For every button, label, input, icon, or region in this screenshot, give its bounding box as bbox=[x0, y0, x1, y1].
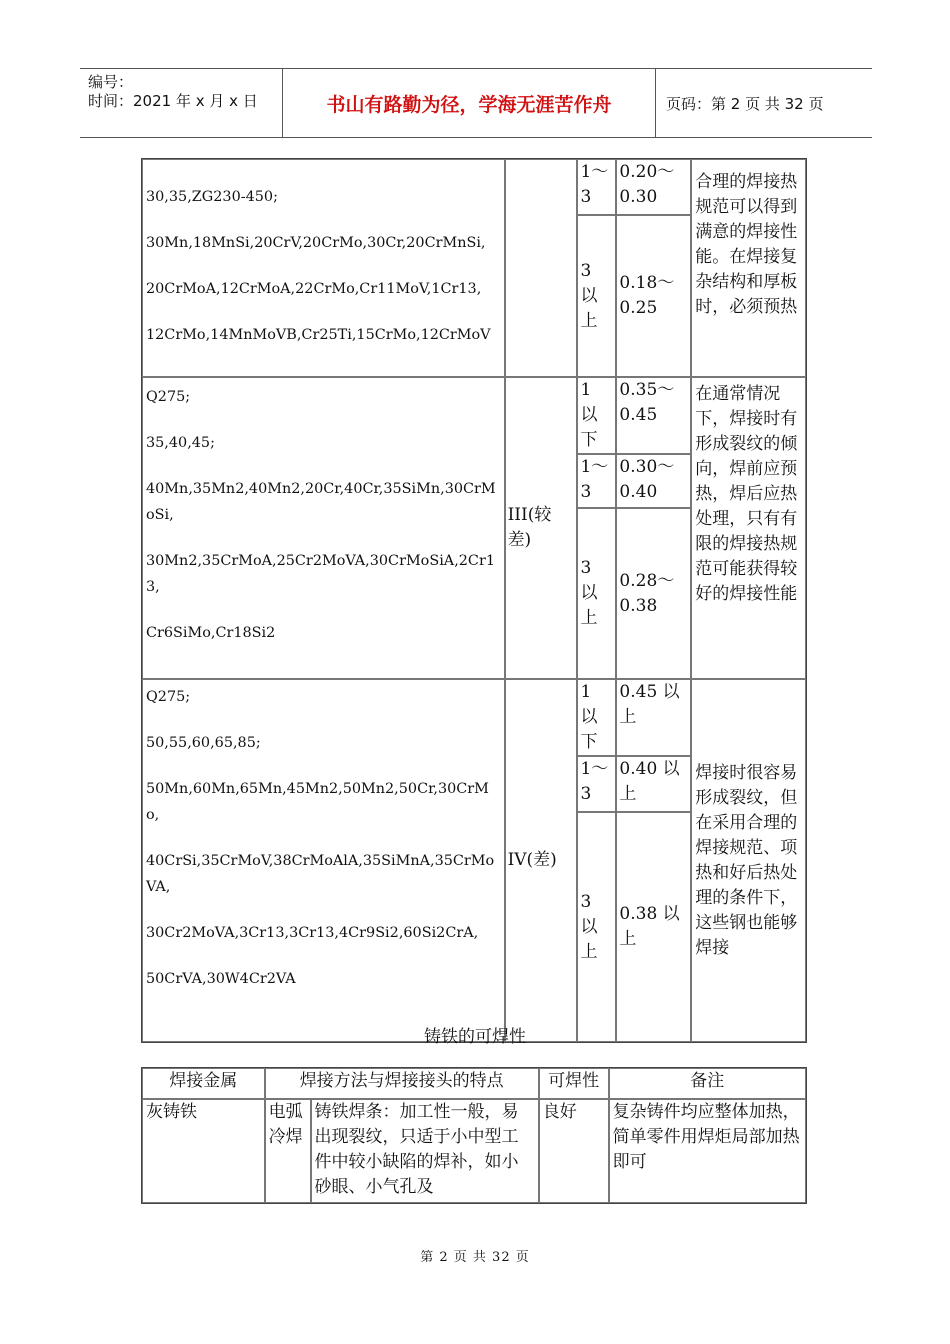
column-header: 焊接金属 bbox=[142, 1068, 265, 1099]
note-cell: 复杂铸件均应整体加热，简单零件用焊炬局部加热即可 bbox=[609, 1099, 806, 1203]
header-motto: 书山有路勤为径，学海无涯苦作舟 bbox=[282, 69, 656, 137]
steel-list-item: 30,35,ZG230-450; bbox=[146, 189, 278, 205]
table-caption: 铸铁的可焊性 bbox=[424, 1027, 526, 1047]
table-row bbox=[142, 1099, 806, 1203]
column-header: 焊接方法与焊接接头的特点 bbox=[265, 1068, 539, 1099]
steel-list-item: 40CrSi,35CrMoV,38CrMoAlA,35SiMnA,35CrMoVA, bbox=[146, 853, 495, 895]
metal-cell: 灰铸铁 bbox=[142, 1099, 265, 1203]
carbon-cell: 0.40 以上 bbox=[616, 756, 691, 812]
thickness-cell: 1～3 bbox=[577, 756, 616, 812]
steel-list-item: 12CrMo,14MnMoVB,Cr25Ti,15CrMo,12CrMoV bbox=[146, 327, 491, 343]
weldability-cell: 良好 bbox=[539, 1099, 609, 1203]
steel-list-item: 35,40,45; bbox=[146, 435, 215, 451]
steel-list-item: 50Mn,60Mn,65Mn,45Mn2,50Mn2,50Cr,30CrMo, bbox=[146, 781, 489, 823]
table-row bbox=[142, 377, 806, 454]
carbon-cell: 0.18～0.25 bbox=[616, 215, 691, 377]
doc-date: 时间：2021 年 x 月 x 日 bbox=[88, 92, 258, 110]
steel-list-item: Q275; bbox=[146, 689, 191, 705]
thickness-cell: 1 以下 bbox=[577, 377, 616, 454]
steel-list-cell bbox=[142, 377, 505, 679]
grade-cell: III(较差) bbox=[505, 377, 578, 679]
carbon-cell: 0.45 以上 bbox=[616, 679, 691, 756]
header-meta bbox=[80, 69, 282, 137]
steel-list-item: Cr6SiMo,Cr18Si2 bbox=[146, 625, 276, 641]
steel-list-item: 20CrMoA,12CrMoA,22CrMo,Cr11MoV,1Cr13, bbox=[146, 281, 482, 297]
carbon-cell: 0.30～0.40 bbox=[616, 454, 691, 508]
steel-list-item: Q275; bbox=[146, 389, 191, 405]
doc-number-label: 编号： bbox=[88, 73, 134, 91]
steel-list-cell bbox=[142, 159, 505, 377]
carbon-cell: 0.28～0.38 bbox=[616, 508, 691, 679]
steel-list-item: 50CrVA,30W4Cr2VA bbox=[146, 971, 296, 987]
header-page-info: 页码：第 2 页 共 32 页 bbox=[666, 94, 824, 113]
column-header: 可焊性 bbox=[539, 1068, 609, 1099]
feature-cell: 铸铁焊条：加工性一般，易出现裂纹，只适于小中型工件中较小缺陷的焊补，如小砂眼、小气孔及 bbox=[311, 1099, 539, 1203]
grade-cell: IV(差) bbox=[505, 679, 578, 1042]
carbon-cell: 0.20～0.30 bbox=[616, 159, 691, 215]
carbon-cell: 0.38 以上 bbox=[616, 812, 691, 1042]
method-cell: 电弧冷焊 bbox=[265, 1099, 311, 1203]
thickness-cell: 3 以上 bbox=[577, 812, 616, 1042]
steel-list-item: 50,55,60,65,85; bbox=[146, 735, 261, 751]
steel-list-item: 30Mn,18MnSi,20CrV,20CrMo,30Cr,20CrMnSi, bbox=[146, 235, 486, 251]
thickness-cell: 1～3 bbox=[577, 159, 616, 215]
thickness-cell: 3 以上 bbox=[577, 508, 616, 679]
thickness-cell: 3 以上 bbox=[577, 215, 616, 377]
thickness-cell: 1～3 bbox=[577, 454, 616, 508]
column-header: 备注 bbox=[609, 1068, 806, 1099]
remark-cell: 在通常情况下，焊接时有形成裂纹的倾向，焊前应预热，焊后应热处理，只有有限的焊接热规范可能获得较好的焊接性能 bbox=[691, 377, 806, 679]
page-header bbox=[80, 68, 872, 138]
remark-cell: 焊接时很容易形成裂纹，但在采用合理的焊接规范、项热和好后热处理的条件下，这些钢也能够焊接 bbox=[691, 679, 806, 1042]
table-row bbox=[142, 679, 806, 756]
steel-weldability-table bbox=[141, 158, 807, 1043]
steel-list-item: 40Mn,35Mn2,40Mn2,20Cr,40Cr,35SiMn,30CrMoSi, bbox=[146, 481, 496, 523]
remark-cell: 合理的焊接热规范可以得到满意的焊接性能。在焊接复杂结构和厚板时，必须预热 bbox=[691, 159, 806, 377]
steel-list-item: 30Mn2,35CrMoA,25Cr2MoVA,30CrMoSiA,2Cr13, bbox=[146, 553, 495, 595]
steel-list-item: 30Cr2MoVA,3Cr13,3Cr13,4Cr9Si2,60Si2CrA, bbox=[146, 925, 479, 941]
table-row bbox=[142, 159, 806, 215]
page-footer: 第 2 页 共 32 页 bbox=[420, 1250, 530, 1265]
grade-cell bbox=[505, 159, 578, 377]
table-header-row bbox=[142, 1068, 806, 1099]
steel-list-cell bbox=[142, 679, 505, 1042]
cast-iron-weldability-table bbox=[141, 1067, 807, 1204]
thickness-cell: 1 以下 bbox=[577, 679, 616, 756]
carbon-cell: 0.35～0.45 bbox=[616, 377, 691, 454]
